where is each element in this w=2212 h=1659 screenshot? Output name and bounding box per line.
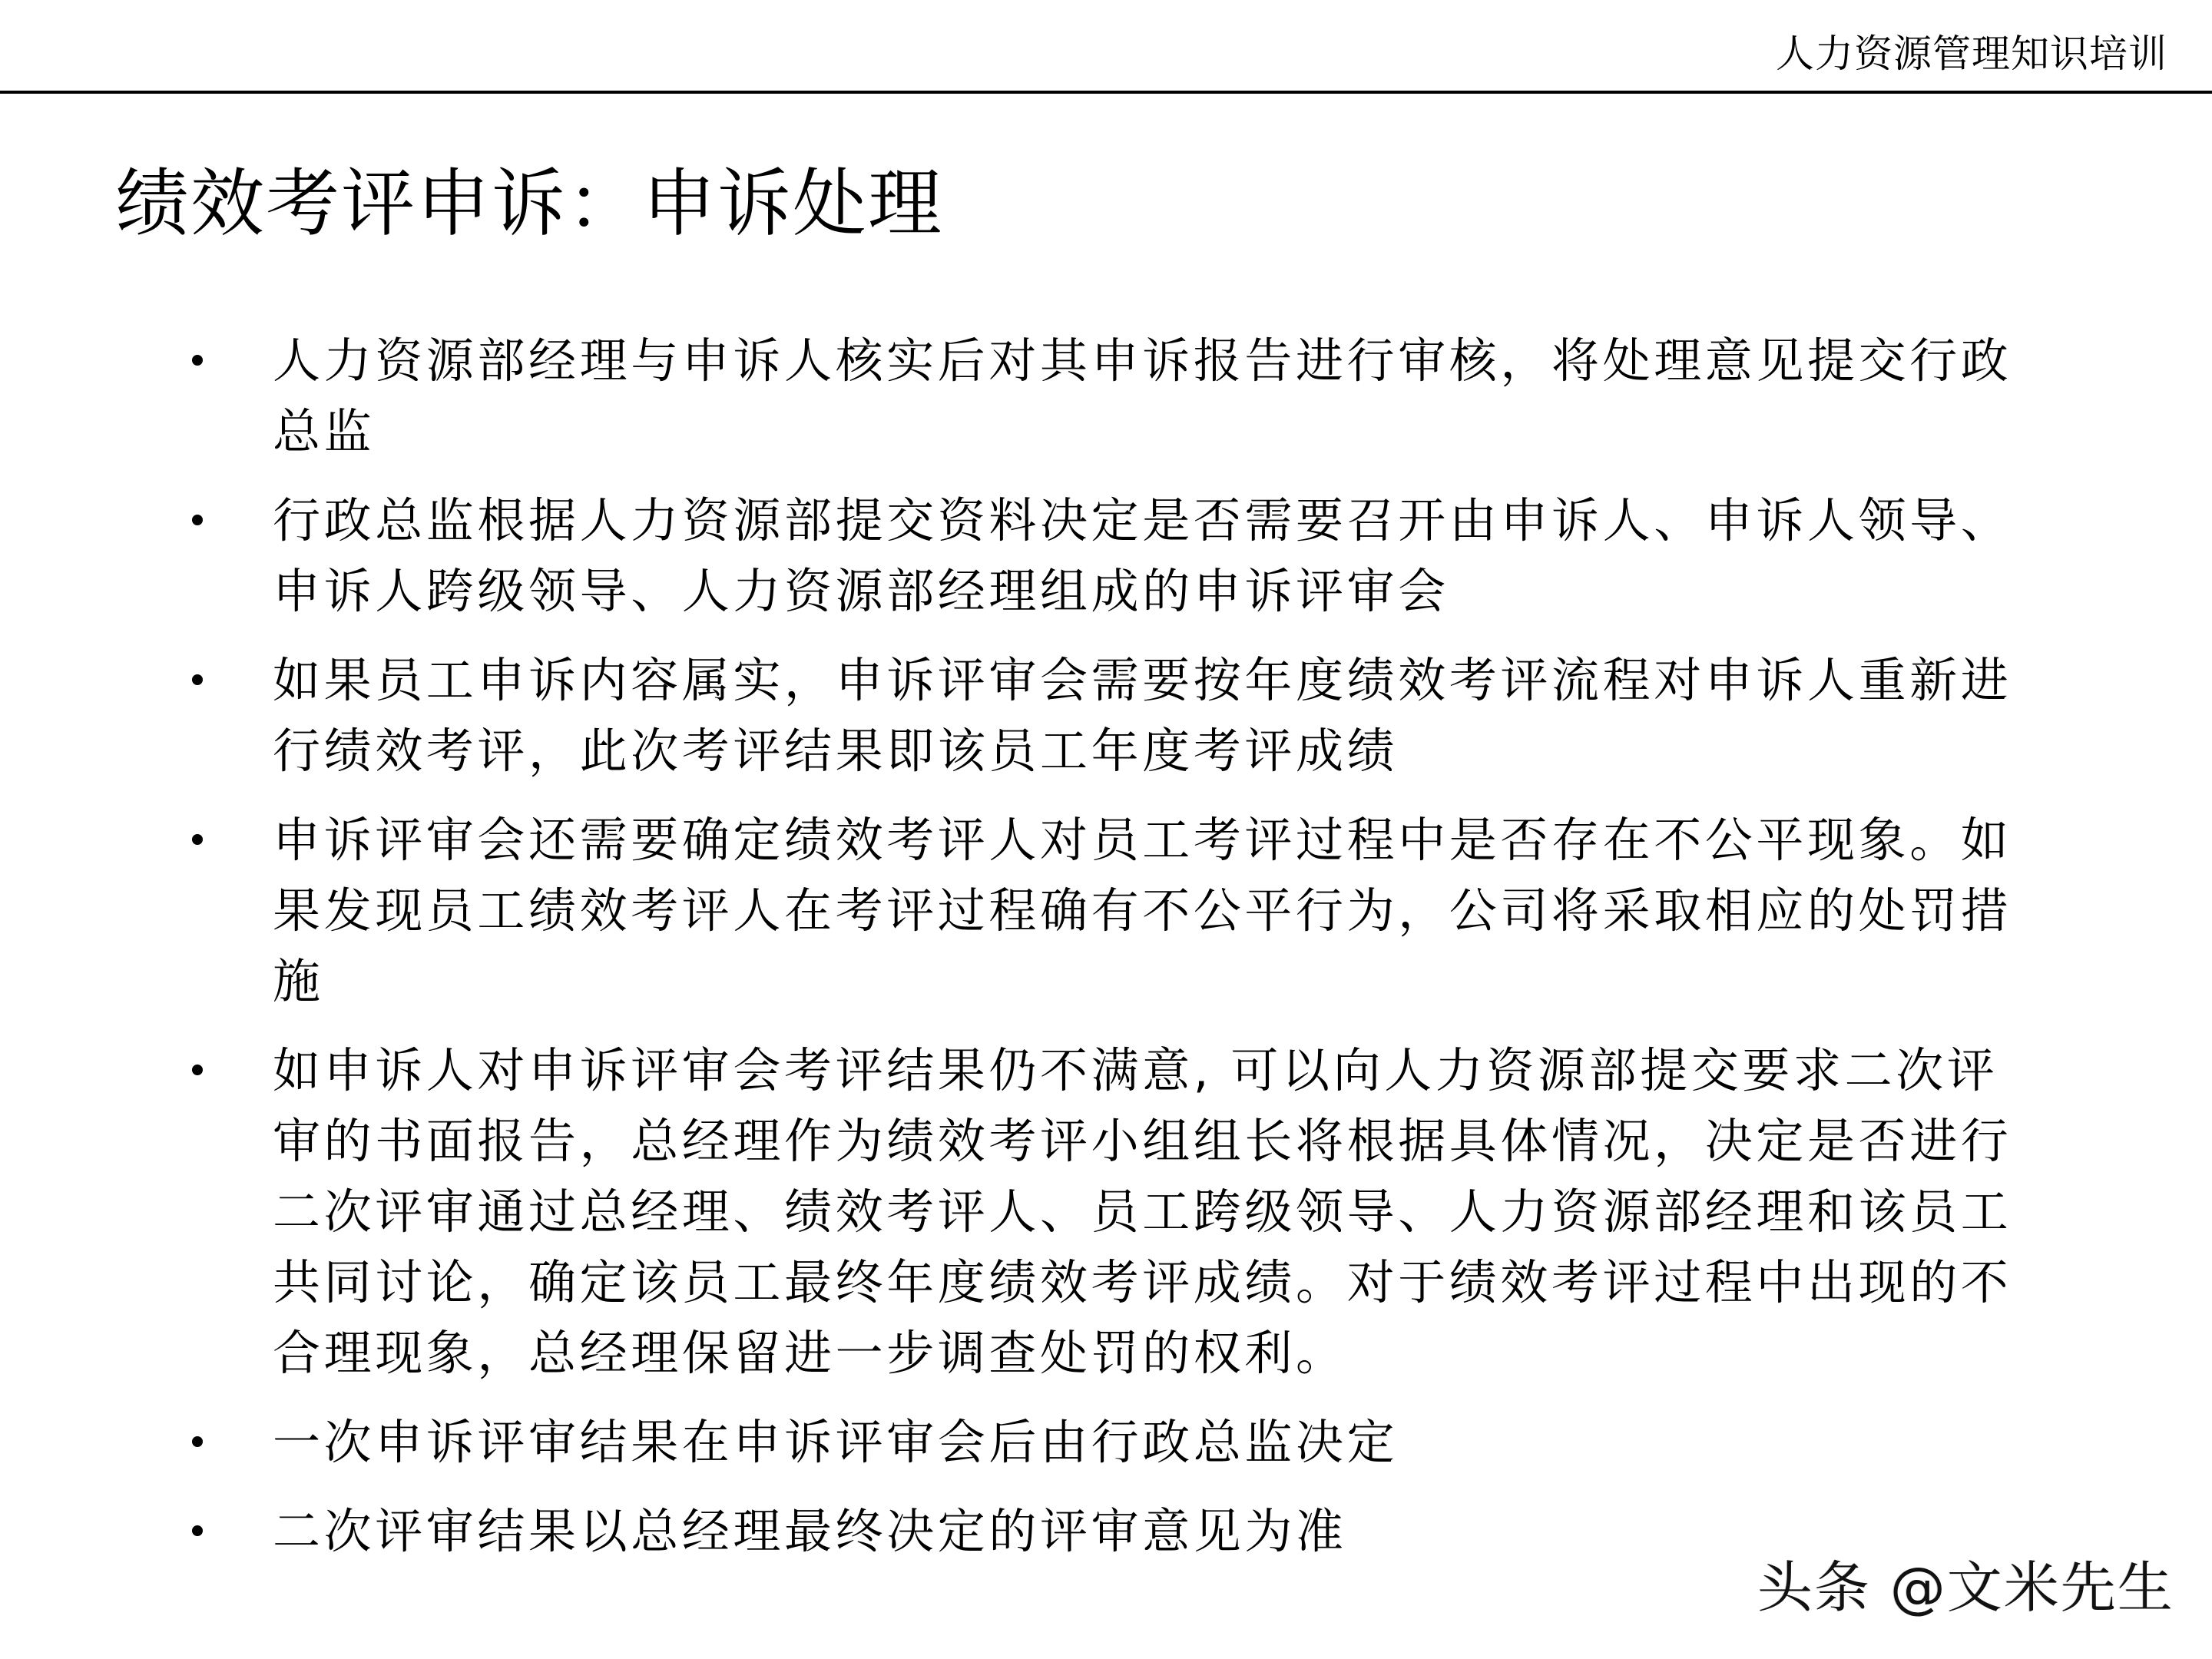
bullet-text: 申诉评审会还需要确定绩效考评人对员工考评过程中是否存在不公平现象。如果发现员工绩效考评人在考评过程确有不公平行为，公司将采取相应的处罚措施 [273, 812, 2012, 1009]
bullet-dot-icon [192, 1525, 203, 1536]
bullet-text: 一次申诉评审结果在申诉评审会后由行政总监决定 [273, 1414, 1399, 1470]
bullet-item [0, 645, 2212, 786]
bullet-item [0, 1407, 2212, 1478]
bullet-dot-icon [192, 355, 203, 366]
bullet-item [0, 326, 2212, 467]
header-divider [0, 91, 2212, 94]
bullet-text: 人力资源部经理与申诉人核实后对其申诉报告进行审核，将处理意见提交行政总监 [273, 333, 2012, 459]
bullet-dot-icon [192, 674, 203, 685]
bullet-text: 二次评审结果以总经理最终决定的评审意见为准 [273, 1503, 1347, 1559]
bullet-item [0, 485, 2212, 627]
bullet-list [0, 326, 2212, 1585]
bullet-text: 如申诉人对申诉评审会考评结果仍不满意, 可以向人力资源部提交要求二次评审的书面报告，总经理作为绩效考评小组组长将根据具体情况，决定是否进行二次评审通过总经理、绩效考评人、员工跨级领导、人力资源部经理和该员工共同讨论，确定该员工最终年度绩效考评成绩。对于绩效考评过程中出现的不合理现象，总经理保留进一步调查处罚的权利。 [273, 1042, 2012, 1381]
bullet-text: 行政总监根据人力资源部提交资料决定是否需要召开由申诉人、申诉人领导、申诉人跨级领导、人力资源部经理组成的申诉评审会 [273, 492, 2012, 619]
bullet-dot-icon [192, 834, 203, 845]
bullet-dot-icon [192, 1436, 203, 1447]
bullet-dot-icon [192, 1065, 203, 1075]
bullet-item [0, 1035, 2212, 1389]
bullet-item [0, 805, 2212, 1017]
watermark: 头条 @文米先生 [1757, 1555, 2174, 1620]
header-title: 人力资源管理知识培训 [1776, 31, 2167, 76]
page-title: 绩效考评申诉：申诉处理 [115, 161, 943, 247]
bullet-dot-icon [192, 515, 203, 525]
bullet-text: 如果员工申诉内容属实，申诉评审会需要按年度绩效考评流程对申诉人重新进行绩效考评，此次考评结果即该员工年度考评成绩 [273, 652, 2012, 779]
